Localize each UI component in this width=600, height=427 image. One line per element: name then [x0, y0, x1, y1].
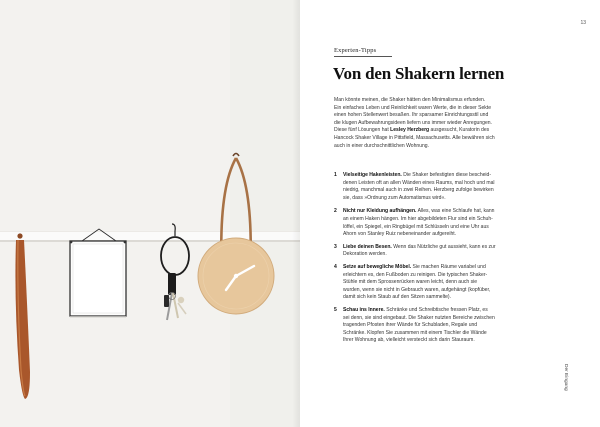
- tip-text: Wenn das Nützliche gut aussieht, kann es zur: [391, 243, 496, 250]
- tip-heading: Setze auf bewegliche Möbel.: [343, 263, 412, 270]
- tip-line: wurden, wenn sie nicht in Gebrauch waren, aufgehängt (kopfüber,: [343, 286, 491, 293]
- intro-line: einen hohen Stellenwert besaßen. Ihr sparsamer Einrichtungsstil und: [334, 112, 489, 119]
- tip-heading: Nicht nur Kleidung aufhängen.: [343, 208, 417, 215]
- intro-line: die klugen Aufbewahrungsideen liefern uns immer wieder Anregungen.: [334, 119, 492, 126]
- tip-first-line: [343, 264, 564, 272]
- tip-line: niedrig, manchmal auch in zwei Reihen. Herzberg zufolge bewirken: [343, 187, 494, 194]
- intro-line: Hancock Shaker Village in Pittsfield, Massachusetts. Alle bewähren sich: [334, 134, 495, 141]
- curator-name: Lesley Herzberg: [390, 127, 430, 134]
- intro-line-part: Diese fünf Lösungen hat: [334, 127, 391, 134]
- tip-item: [334, 172, 564, 202]
- tip-line: denen Leisten oft an allen Wänden eines Raums, mal hoch und mal: [343, 179, 495, 186]
- tip-number: 5: [334, 306, 337, 313]
- tip-line: löffel, ein Spiegel, ein Ringbügel mit Schlüsseln und eine Uhr aus: [343, 223, 489, 230]
- tip-number: 2: [334, 208, 337, 215]
- tip-text: Schränke und Schreibtische fressen Platz, es: [384, 306, 488, 313]
- section-kicker: Experten-Tipps: [334, 47, 377, 54]
- tip-heading: Vielseitige Hakenleisten.: [343, 172, 402, 178]
- hanging-mirror: [70, 229, 127, 318]
- tip-item: [334, 307, 564, 345]
- tip-heading: Schau ins Innere.: [343, 306, 385, 313]
- page-number: 13: [580, 20, 586, 26]
- tip-line: an einem Haken hängen. Im hier abgebildeten Flur sind ein Schuh-: [343, 215, 493, 222]
- tip-line: tragenden Pfosten ihrer Wände für Schubladen, Regale und: [343, 322, 478, 329]
- tip-line: erleichtern es, den Fußboden zu reinigen. Die typischen Shaker-: [343, 271, 488, 278]
- tip-line: damit sich kein Staub auf den Sitzen sammelte).: [343, 294, 452, 301]
- intro-line-with-name: [334, 127, 556, 135]
- tip-item: [334, 264, 564, 302]
- tip-line: Ahorn von Stanley Ruiz nebeneinander aufgereiht.: [343, 231, 457, 238]
- tip-text: Sie machen Räume variabel und: [411, 263, 486, 270]
- tip-line: sei denn, sie sind eingebaut. Die Shaker nutzten Bereiche zwischen: [343, 314, 495, 321]
- intro-line: auch in einer durchschnittlichen Wohnung.: [334, 142, 430, 149]
- tip-first-line: [343, 208, 564, 216]
- tip-first-line: [343, 244, 564, 252]
- kicker-rule: [334, 56, 392, 57]
- tip-number: 3: [334, 243, 337, 250]
- tip-number: 4: [334, 263, 337, 270]
- section-side-label: Der Eingang: [563, 364, 568, 391]
- article-title: Von den Shakern lernen: [333, 64, 505, 83]
- intro-line-part: ausgesucht, Kuratorin des: [429, 127, 490, 134]
- tip-item: [334, 208, 564, 238]
- page-gutter-shadow: [292, 0, 300, 427]
- tip-text: Die Shaker befestigten diese bescheid-: [401, 172, 492, 178]
- tip-line: Ihrer Wohnung ab, vielleicht versteckt sich darin Stauraum.: [343, 337, 475, 344]
- tip-line: sie, dass »Ordnung zum Automatismus wird«.: [343, 194, 446, 201]
- tip-first-line: [343, 172, 564, 180]
- tip-line: Dekoration werden.: [343, 251, 387, 258]
- tip-line: Schränke. Klopfen Sie zusammen mit einem Tischler die Wände: [343, 329, 487, 336]
- intro-line: Ein einfaches Leben und Reinlichkeit waren Werte, die in dieser Sekte: [334, 104, 492, 111]
- tip-line: Stühle mit dem Sprossenrücken waren leicht, denn auch sie: [343, 279, 478, 286]
- tip-item: [334, 244, 564, 259]
- intro-paragraph: [334, 97, 556, 150]
- tip-heading: Liebe deinen Besen.: [343, 243, 392, 250]
- tip-text: Alles, was eine Schlaufe hat, kann: [416, 208, 495, 215]
- text-page: [300, 0, 600, 427]
- intro-line: Man könnte meinen, die Shaker hätten den Minimalismus erfunden.: [334, 97, 486, 103]
- tip-first-line: [343, 307, 564, 315]
- peg-rail: [0, 231, 300, 242]
- tip-number: 1: [334, 172, 337, 178]
- tips-list: [334, 172, 564, 345]
